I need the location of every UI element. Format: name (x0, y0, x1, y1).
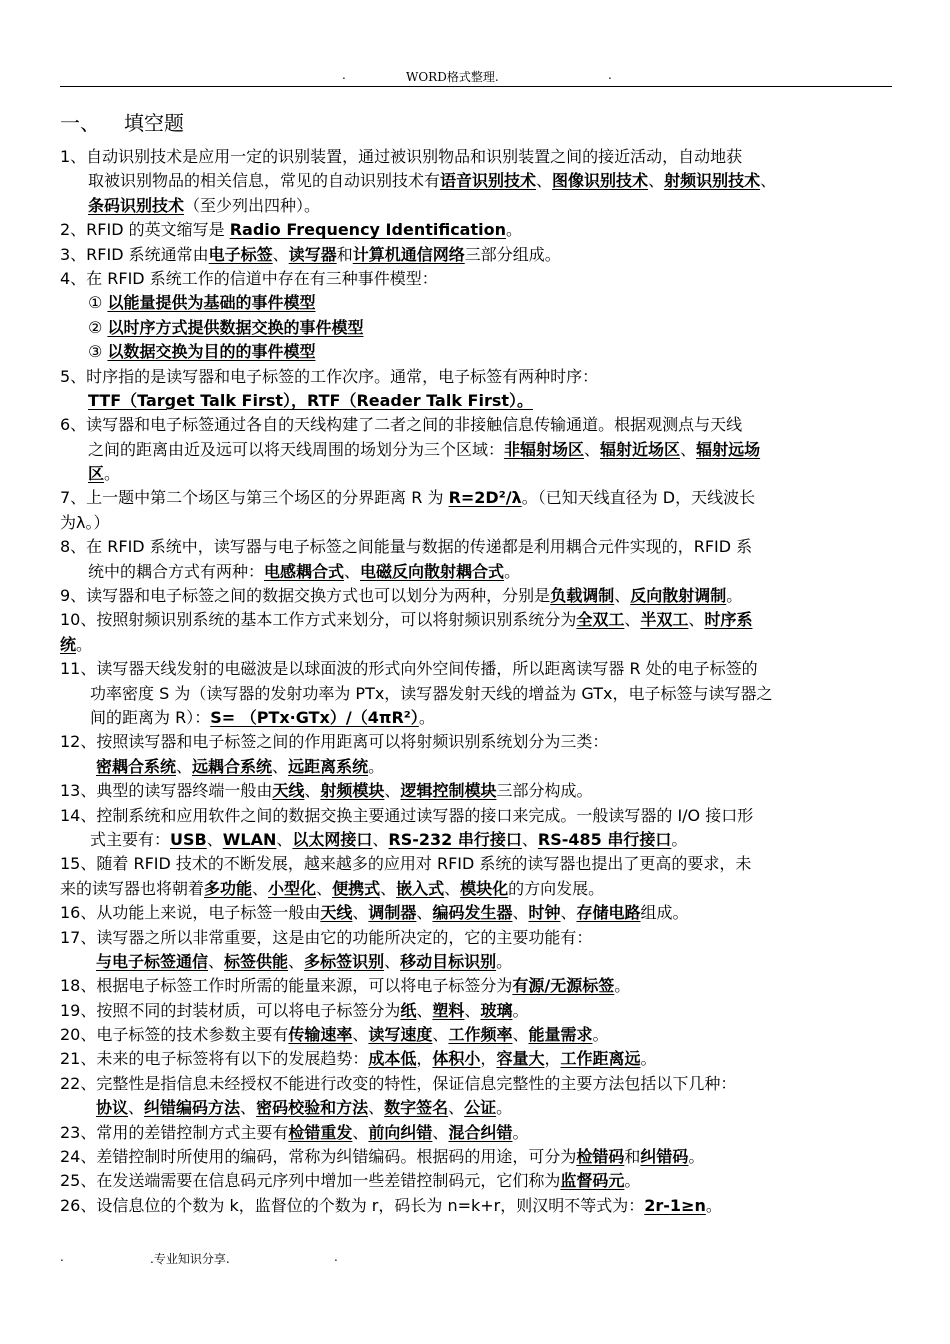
answer-text: Radio Frequency Identification (229, 220, 506, 240)
question-text: 、 (560, 903, 577, 923)
answer-text: 玻璃 (480, 1000, 513, 1020)
answer-text: RS-485 串行接口 (537, 829, 672, 849)
question-text: 、 (448, 1098, 465, 1118)
answer-text: 以时序方式提供数据交换的事件模型 (107, 317, 364, 337)
question-text: 、 (688, 610, 705, 630)
answer-text: 检错码 (576, 1147, 625, 1167)
text-line (60, 486, 894, 510)
question-text: ③ (88, 342, 108, 362)
question-text: 。 (726, 586, 743, 606)
question-text: 、 (760, 171, 777, 191)
text-line (60, 608, 894, 632)
header-title: WORD格式整理. (406, 70, 499, 84)
question-text: 。 (614, 976, 631, 996)
answer-text: 纠错编码方法 (144, 1098, 241, 1118)
question-text: 。 (640, 1049, 657, 1069)
text-line (60, 779, 894, 803)
answer-text: 天线 (320, 903, 353, 923)
question-text: 4、在 RFID 系统工作的信道中存在有三种事件模型： (60, 268, 438, 288)
answer-text: 电感耦合式 (264, 561, 345, 581)
question-text: 7、上一题中第二个场区与第三个场区的分界距离 R 为 (60, 488, 449, 508)
question-text: 、 (648, 171, 665, 191)
question-text: 、 (344, 561, 361, 581)
text-line (60, 584, 894, 608)
answer-text: 密码校验和方法 (256, 1098, 369, 1118)
question-text: 、 (521, 829, 538, 849)
answer-text: 负载调制 (550, 586, 615, 606)
answer-text: 混合纠错 (448, 1122, 513, 1142)
answer-text: 天线 (272, 781, 305, 801)
question-text: 来的读写器也将朝着 (60, 878, 205, 898)
question-text: 、 (176, 756, 193, 776)
question-text: 、 (288, 951, 305, 971)
answer-text: 密耦合系统 (96, 756, 177, 776)
answer-text: 反向散射调制 (630, 586, 727, 606)
footer-left-dot: . (60, 1250, 64, 1264)
answer-text: 区 (88, 464, 105, 484)
question-text: 17、读写器之所以非常重要，这是由它的功能所决定的，它的主要功能有： (60, 927, 593, 947)
question-text: 、 (368, 1098, 385, 1118)
answer-text: 图像识别技术 (552, 171, 649, 191)
text-line (60, 365, 894, 389)
answer-text: 读写器 (288, 244, 337, 264)
answer-text: 成本低 (368, 1049, 417, 1069)
question-text: 8、在 RFID 系统中，读写器与电子标签之间能量与数据的传递都是利用耦合元件实现的，RFID 系 (60, 537, 753, 557)
question-text: 、 (624, 610, 641, 630)
question-text: 间的距离为 R）： (90, 707, 211, 727)
question-text: 、 (536, 171, 553, 191)
text-line (60, 1194, 894, 1218)
answer-text: 标签供能 (224, 951, 289, 971)
question-text: 24、差错控制时所使用的编码，常称为纠错编码。根据码的用途，可分为 (60, 1147, 577, 1167)
text-line (60, 438, 894, 462)
answer-text: 与电子标签通信 (96, 951, 209, 971)
question-text: 、 (128, 1098, 145, 1118)
text-line (60, 877, 894, 901)
question-text: 、 (240, 1098, 257, 1118)
question-text: 、 (276, 829, 293, 849)
question-text: 。 (512, 1122, 529, 1142)
question-text: 。 (368, 756, 385, 776)
question-text: 。 (496, 951, 513, 971)
text-line (60, 1047, 894, 1071)
question-text: 取被识别物品的相关信息，常见的自动识别技术有 (88, 171, 441, 191)
answer-text: 传输速率 (288, 1025, 353, 1045)
question-text: 、 (206, 829, 223, 849)
text-line (60, 999, 894, 1023)
text-line (60, 462, 894, 486)
answer-text: 协议 (96, 1098, 129, 1118)
question-text: 、 (208, 951, 225, 971)
question-text: 、 (352, 1025, 369, 1045)
question-text: 、 (304, 781, 321, 801)
question-text: 为λ。） (60, 512, 110, 532)
answer-text: 纸 (400, 1000, 417, 1020)
text-line (60, 852, 894, 876)
question-text: 。 (705, 1195, 722, 1215)
header-right-dot: . (608, 68, 612, 82)
question-text: 之间的距离由近及远可以将天线周围的场划分为三个区域： (88, 439, 505, 459)
answer-text: 工作距离远 (560, 1049, 641, 1069)
text-line (60, 291, 894, 315)
page-footer (60, 1250, 460, 1266)
question-text: 。 (504, 561, 521, 581)
answer-text: 辐射近场区 (600, 439, 681, 459)
question-text: 、 (444, 878, 461, 898)
question-text: 3、RFID 系统通常由 (60, 244, 209, 264)
answer-text: 前向纠错 (368, 1122, 433, 1142)
question-text: 22、完整性是指信息未经授权不能进行改变的特性，保证信息完整性的主要方法包括以下几种： (60, 1073, 737, 1093)
text-line (60, 1145, 894, 1169)
question-text: ， (544, 1049, 561, 1069)
answer-text: 容量大 (496, 1049, 545, 1069)
question-text: 。 (76, 634, 93, 654)
question-text: 和 (336, 244, 353, 264)
section-number: 一、 (60, 111, 100, 135)
answer-text: WLAN (222, 829, 277, 849)
answer-text: 电子标签 (208, 244, 273, 264)
page-header (60, 66, 892, 87)
answer-text: 非辐射场区 (504, 439, 585, 459)
text-line (60, 413, 894, 437)
question-text: 12、按照读写器和电子标签之间的作用距离可以将射频识别系统划分为三类： (60, 732, 609, 752)
question-text: 9、读写器和电子标签之间的数据交换方式也可以划分为两种，分别是 (60, 586, 551, 606)
answer-text: 以太网接口 (292, 829, 373, 849)
text-line (60, 169, 894, 193)
question-text: 、 (380, 878, 397, 898)
answer-text: 公证 (464, 1098, 497, 1118)
section-title (60, 107, 184, 136)
question-text: 、 (416, 1000, 433, 1020)
answer-text: 辐射远场 (696, 439, 761, 459)
question-text: （至少列出四种）。 (184, 195, 321, 215)
question-text: 23、常用的差错控制方式主要有 (60, 1122, 289, 1142)
question-text: 。 (624, 1171, 641, 1191)
answer-text: 半双工 (640, 610, 689, 630)
question-text: 。 (418, 707, 435, 727)
answer-text: 检错重发 (288, 1122, 353, 1142)
text-line (60, 340, 894, 364)
answer-text: 数字签名 (384, 1098, 449, 1118)
answer-text: 便携式 (332, 878, 381, 898)
question-text: ② (88, 317, 108, 337)
answer-text: 移动目标识别 (400, 951, 497, 971)
question-text: 。 (688, 1147, 705, 1167)
question-text: 。（已知天线直径为 D，天线波长 (521, 488, 756, 508)
text-line (60, 389, 894, 413)
answer-text: RS-232 串行接口 (388, 829, 522, 849)
question-text: 、 (416, 903, 433, 923)
answer-text: 多功能 (204, 878, 253, 898)
answer-text: 工作频率 (448, 1025, 513, 1045)
text-line (60, 511, 894, 535)
answer-text: 有源/无源标签 (512, 976, 615, 996)
question-text: 、 (432, 1122, 449, 1142)
answer-text: 2r-1≥n (644, 1195, 706, 1215)
text-line (60, 926, 894, 950)
question-text: 。 (496, 1098, 513, 1118)
text-line (60, 1072, 894, 1096)
answer-text: 时序系 (704, 610, 753, 630)
question-text: 组成。 (640, 903, 689, 923)
question-text: 、 (464, 1000, 481, 1020)
answer-text: 编码发生器 (432, 903, 513, 923)
question-text: 5、时序指的是读写器和电子标签的工作次序。通常，电子标签有两种时序： (60, 366, 599, 386)
question-text: 和 (624, 1147, 641, 1167)
question-text: 。 (592, 1025, 609, 1045)
answer-text: 体积小 (432, 1049, 481, 1069)
question-text: 。 (104, 464, 121, 484)
question-text: 18、根据电子标签工作时所需的能量来源，可以将电子标签分为 (60, 976, 513, 996)
text-line (60, 950, 894, 974)
question-text: 、 (372, 829, 389, 849)
text-line (60, 1096, 894, 1120)
text-line (60, 804, 894, 828)
question-text: ， (416, 1049, 433, 1069)
question-text: 统中的耦合方式有两种： (88, 561, 265, 581)
answer-text: USB (170, 829, 207, 849)
question-text: 、 (512, 903, 529, 923)
question-text: 14、控制系统和应用软件之间的数据交换主要通过读写器的接口来完成。一般读写器的 I/O 接口形 (60, 805, 754, 825)
answer-text: 射频识别技术 (664, 171, 761, 191)
question-text: 。 (671, 829, 688, 849)
text-line (60, 194, 894, 218)
text-line (60, 828, 894, 852)
question-list (60, 145, 894, 1218)
question-text: 、 (614, 586, 631, 606)
answer-text: 远耦合系统 (192, 756, 273, 776)
question-text: 、 (272, 244, 289, 264)
answer-text: 逻辑控制模块 (400, 781, 497, 801)
answer-text: S= （PTx·GTx）/（4πR²） (210, 707, 419, 727)
answer-text: 塑料 (432, 1000, 465, 1020)
question-text: 、 (352, 903, 369, 923)
text-line (60, 267, 894, 291)
answer-text: 射频模块 (320, 781, 385, 801)
answer-text: 嵌入式 (396, 878, 445, 898)
question-text: 式主要有： (90, 829, 171, 849)
text-line (60, 243, 894, 267)
answer-text: 读写速度 (368, 1025, 433, 1045)
question-text: 、 (252, 878, 269, 898)
answer-text: 监督码元 (560, 1171, 625, 1191)
text-line (60, 316, 894, 340)
question-text: 、 (316, 878, 333, 898)
footer-text: .专业知识分享. (150, 1252, 230, 1266)
answer-text: 条码识别技术 (88, 195, 185, 215)
question-text: 三部分组成。 (464, 244, 561, 264)
text-line (60, 901, 894, 925)
question-text: 、 (432, 1025, 449, 1045)
question-text: 。 (512, 1000, 529, 1020)
answer-text: R=2D²/λ (448, 488, 522, 508)
question-text: 三部分构成。 (496, 781, 593, 801)
question-text: 26、设信息位的个数为 k，监督位的个数为 r，码长为 n=k+r，则汉明不等式为： (60, 1195, 645, 1215)
text-line (60, 682, 894, 706)
answer-text: 计算机通信网络 (352, 244, 465, 264)
question-text: ， (480, 1049, 497, 1069)
text-line (60, 560, 894, 584)
text-line (60, 1121, 894, 1145)
answer-text: 多标签识别 (304, 951, 385, 971)
question-text: 、 (584, 439, 601, 459)
question-text: 15、随着 RFID 技术的不断发展，越来越多的应用对 RFID 系统的读写器也提出了更高的要求，未 (60, 854, 752, 874)
answer-text: 统 (60, 634, 77, 654)
answer-text: 远距离系统 (288, 756, 369, 776)
text-line (60, 730, 894, 754)
footer-right-dot: . (334, 1250, 338, 1264)
answer-text: 以能量提供为基础的事件模型 (107, 293, 316, 313)
question-text: 19、按照不同的封装材质，可以将电子标签分为 (60, 1000, 401, 1020)
question-text: 功率密度 S 为（读写器的发射功率为 PTx，读写器发射天线的增益为 GTx，电子标签与读写器之 (90, 683, 773, 703)
question-text: 20、电子标签的技术参数主要有 (60, 1025, 289, 1045)
question-text: 13、典型的读写器终端一般由 (60, 781, 273, 801)
text-line (60, 1169, 894, 1193)
answer-text: TTF（Target Talk First），RTF（Reader Talk First）。 (88, 390, 534, 410)
question-text: 10、按照射频识别系统的基本工作方式来划分，可以将射频识别系统分为 (60, 610, 577, 630)
text-line (60, 145, 894, 169)
question-text: 、 (512, 1025, 529, 1045)
question-text: 、 (352, 1122, 369, 1142)
answer-text: 小型化 (268, 878, 317, 898)
text-line (60, 218, 894, 242)
answer-text: 模块化 (460, 878, 509, 898)
question-text: 、 (680, 439, 697, 459)
answer-text: 时钟 (528, 903, 561, 923)
answer-text: 以数据交换为目的的事件模型 (107, 342, 316, 362)
question-text: 6、读写器和电子标签通过各自的天线构建了二者之间的非接触信息传输通道。根据观测点与天线 (60, 415, 743, 435)
question-text: 1、自动识别技术是应用一定的识别装置，通过被识别物品和识别装置之间的接近活动，自动地获 (60, 147, 743, 166)
answer-text: 能量需求 (528, 1025, 593, 1045)
text-line (60, 535, 894, 559)
text-line (60, 706, 894, 730)
section-heading: 填空题 (124, 111, 184, 135)
text-line (60, 974, 894, 998)
answer-text: 纠错码 (640, 1147, 689, 1167)
question-text: 21、未来的电子标签将有以下的发展趋势： (60, 1049, 369, 1069)
question-text: 16、从功能上来说，电子标签一般由 (60, 903, 321, 923)
question-text: 25、在发送端需要在信息码元序列中增加一些差错控制码元，它们称为 (60, 1171, 561, 1191)
question-text: 。 (506, 220, 523, 240)
answer-text: 调制器 (368, 903, 417, 923)
question-text: 、 (272, 756, 289, 776)
question-text: 11、读写器天线发射的电磁波是以球面波的形式向外空间传播，所以距离读写器 R 处的电子标签的 (60, 659, 758, 679)
text-line (60, 1023, 894, 1047)
text-line (60, 755, 894, 779)
header-left-dot: . (342, 68, 346, 82)
text-line (60, 633, 894, 657)
answer-text: 电磁反向散射耦合式 (360, 561, 505, 581)
answer-text: 全双工 (576, 610, 625, 630)
question-text: 、 (384, 781, 401, 801)
question-text: 2、RFID 的英文缩写是 (60, 220, 230, 240)
question-text: 的方向发展。 (508, 878, 605, 898)
question-text: ① (88, 293, 108, 313)
answer-text: 存储电路 (576, 903, 641, 923)
text-line (60, 657, 894, 681)
answer-text: 语音识别技术 (440, 171, 537, 191)
question-text: 、 (384, 951, 401, 971)
